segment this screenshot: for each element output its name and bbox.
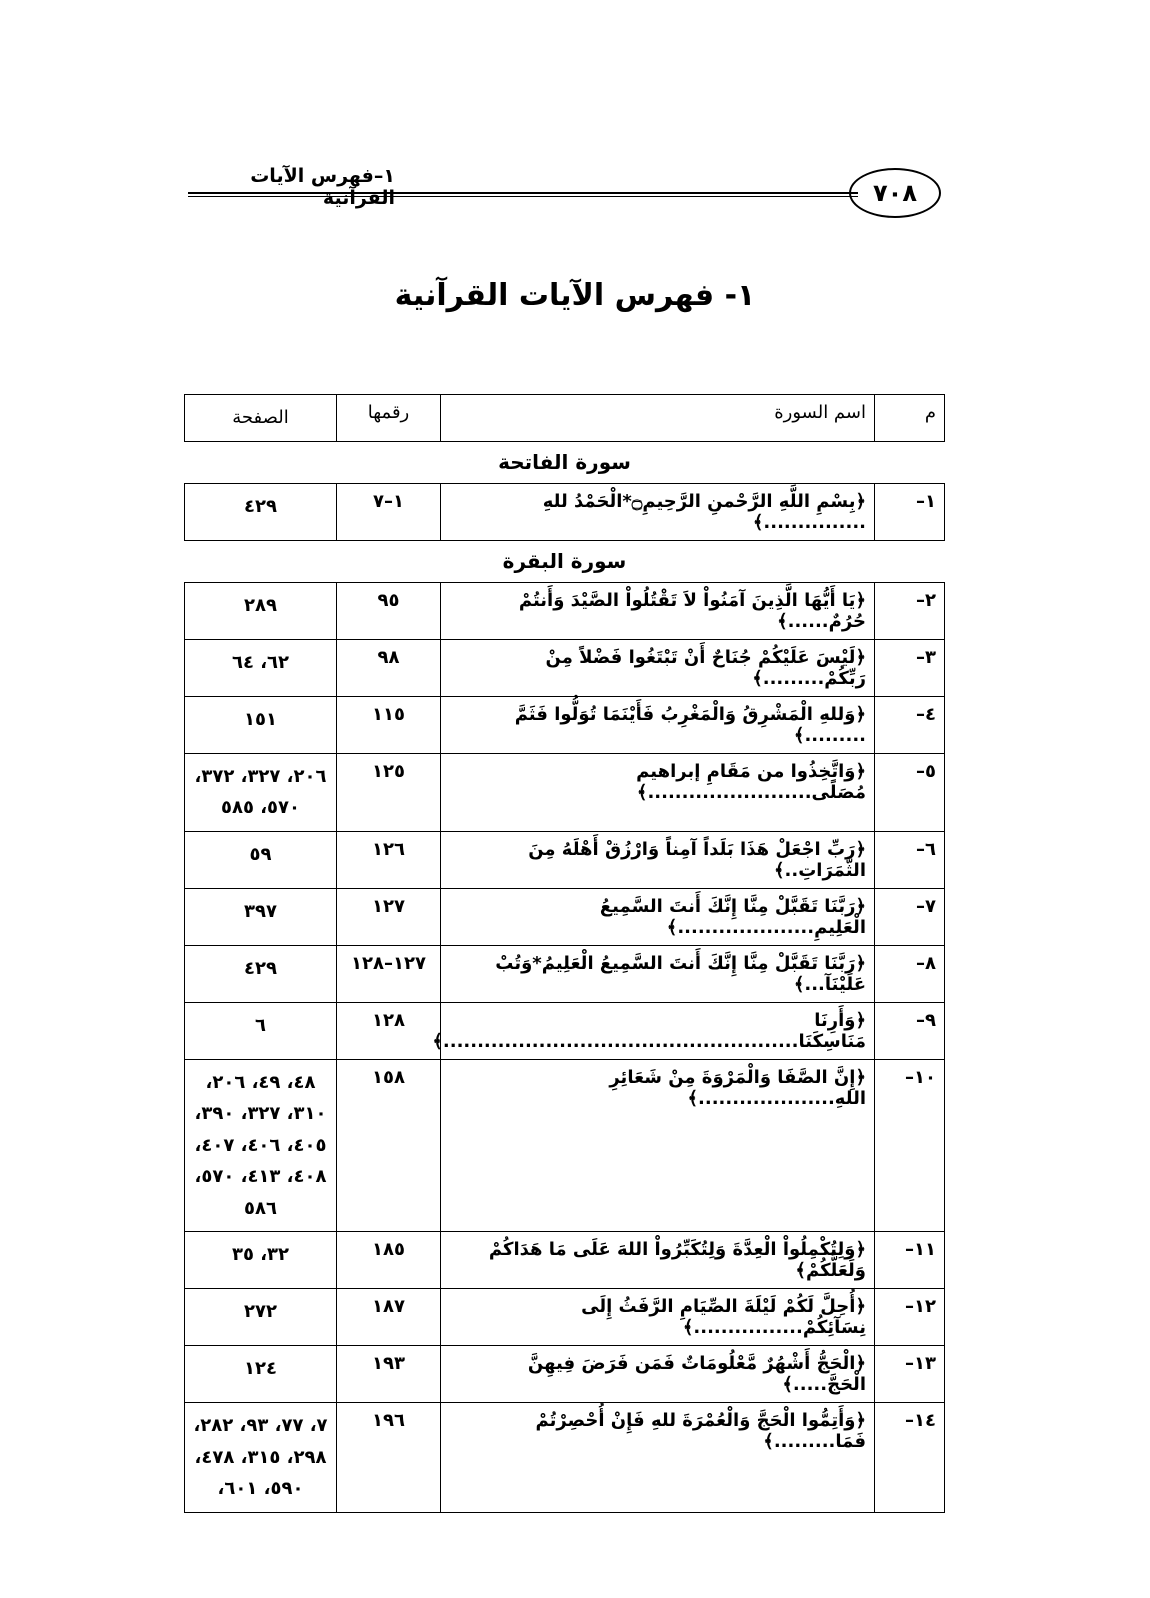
row-number: ٦– — [875, 831, 945, 888]
table-row — [185, 1002, 945, 1059]
verse-text: ﴿وَاتَّخِذُوا من مَقَامِ إبراهيم مُصَلًى........................﴾ — [441, 753, 875, 831]
table-row — [185, 1403, 945, 1513]
table-row — [185, 639, 945, 696]
header-rule-thin — [188, 196, 858, 197]
verse-text: ﴿وَأَتِمُّوا الْحَجَّ وَالْعُمْرَةَ للهِ فَإِنْ أُحْصِرْتُمْ فَمَا.........﴾ — [441, 1403, 875, 1513]
verse-text: ﴿يَا أَيُّهَا الَّذِينَ آمَنُواْ لاَ تَقْتُلُواْ الصَّيْدَ وَأَنتُمْ حُرُمٌ......﴾ — [441, 582, 875, 639]
page-references: ١٢٤ — [185, 1346, 337, 1403]
table-body — [185, 441, 945, 1512]
page-references: ١٥١ — [185, 696, 337, 753]
verse-text: ﴿الْحَجُّ أَشْهُرٌ مَّعْلُومَاتٌ فَمَن فَرَضَ فِيهِنَّ الْحَجَّ.....﴾ — [441, 1346, 875, 1403]
table-row — [185, 582, 945, 639]
page-references: ٢٨٩ — [185, 582, 337, 639]
page-references: ٢٧٢ — [185, 1289, 337, 1346]
table-row — [185, 1232, 945, 1289]
verse-text: ﴿أُحِلَّ لَكُمْ لَيْلَةَ الصِّيَامِ الرَّفَثُ إِلَى نِسَآئِكُمْ................﴾ — [441, 1289, 875, 1346]
column-header-page: الصفحة — [185, 395, 337, 442]
verse-number: ١٢٧–١٢٨ — [337, 945, 441, 1002]
verse-number: ١٢٦ — [337, 831, 441, 888]
verse-text: ﴿وَللهِ الْمَشْرِقُ وَالْمَغْرِبُ فَأَيْنَمَا تُوَلُّوا فَثَمَّ .........﴾ — [441, 696, 875, 753]
verses-index-table — [184, 394, 945, 1513]
verse-number: ١٩٣ — [337, 1346, 441, 1403]
header-rule-thick — [188, 192, 858, 194]
row-number: ١– — [875, 483, 945, 540]
verse-number: ١٨٧ — [337, 1289, 441, 1346]
row-number: ١٢– — [875, 1289, 945, 1346]
verse-number: ١٩٦ — [337, 1403, 441, 1513]
row-number: ٩– — [875, 1002, 945, 1059]
table-row — [185, 483, 945, 540]
surah-heading: سورة الفاتحة — [185, 441, 945, 483]
verse-number: ١١٥ — [337, 696, 441, 753]
verse-text: ﴿لَيْسَ عَلَيْكُمْ جُنَاحٌ أَنْ تَبْتَغُوا فَضْلاً مِنْ رَبِّكُمْ.........﴾ — [441, 639, 875, 696]
verse-text: ﴿إِنَّ الصَّفَا وَالْمَرْوَةَ مِنْ شَعَائِرِ اللهِ....................﴾ — [441, 1059, 875, 1232]
page-references: ٦ — [185, 1002, 337, 1059]
table-row — [185, 831, 945, 888]
verse-number: ١٨٥ — [337, 1232, 441, 1289]
verse-text: ﴿وَأَرِنَا مَنَاسِكَنَا....................................................﴾ — [441, 1002, 875, 1059]
verse-text: ﴿بِسْمِ اللَّهِ الرَّحْمنِ الرَّحِيمِ۝*الْحَمْدُ للهِ ...............﴾ — [441, 483, 875, 540]
verse-text: ﴿رَبَّنَا تَقَبَّلْ مِنَّا إِنَّكَ أَنتَ السَّمِيعُ الْعَلِيمِ....................﴾ — [441, 888, 875, 945]
row-number: ٤– — [875, 696, 945, 753]
page-references: ٤٨، ٤٩، ٢٠٦، ٣١٠، ٣٢٧، ٣٩٠، ٤٠٥، ٤٠٦، ٤٠٧، ٤٠٨، ٤١٣، ٥٧٠، ٥٨٦ — [185, 1059, 337, 1232]
surah-heading: سورة البقرة — [185, 540, 945, 582]
verse-number: ١–٧ — [337, 483, 441, 540]
page-references: ٢٠٦، ٣٢٧، ٣٧٢، ٥٧٠، ٥٨٥ — [185, 753, 337, 831]
row-number: ٨– — [875, 945, 945, 1002]
row-number: ١٤– — [875, 1403, 945, 1513]
verse-text: ﴿رَبَّنَا تَقَبَّلْ مِنَّا إِنَّكَ أَنتَ السَّمِيعُ الْعَلِيمُ*وَتُبْ عَلَيْنَآ...﴾ — [441, 945, 875, 1002]
page-references: ٧، ٧٧، ٩٣، ٢٨٢، ٢٩٨، ٣١٥، ٤٧٨، ٥٩٠، ٦٠١، — [185, 1403, 337, 1513]
table-row — [185, 945, 945, 1002]
page-title: ١- فهرس الآيات القرآنية — [394, 278, 756, 313]
verse-number: ١٢٥ — [337, 753, 441, 831]
verse-text: ﴿وَلِتُكْمِلُواْ الْعِدَّةَ وَلِتُكَبِّرُواْ اللهَ عَلَى مَا هَدَاكُمْ وَلَعَلَّكُمْ﴾ — [441, 1232, 875, 1289]
row-number: ١١– — [875, 1232, 945, 1289]
surah-heading-row — [185, 441, 945, 483]
page-number: ٧٠٨ — [849, 168, 941, 218]
page-references: ٣٢، ٣٥ — [185, 1232, 337, 1289]
page-references: ٤٢٩ — [185, 483, 337, 540]
page-references: ٦٢، ٦٤ — [185, 639, 337, 696]
table-header-row — [185, 395, 945, 442]
row-number: ٣– — [875, 639, 945, 696]
column-header-number: رقمها — [337, 395, 441, 442]
row-number: ١٣– — [875, 1346, 945, 1403]
verse-number: ١٢٧ — [337, 888, 441, 945]
running-title: ١–فهرس الآيات القرآنية — [250, 165, 395, 209]
page-references: ٥٩ — [185, 831, 337, 888]
table-row — [185, 1346, 945, 1403]
table-row — [185, 696, 945, 753]
surah-heading-row — [185, 540, 945, 582]
column-header-no: م — [875, 395, 945, 442]
table-row — [185, 1289, 945, 1346]
row-number: ٢– — [875, 582, 945, 639]
verse-number: ١٥٨ — [337, 1059, 441, 1232]
verse-text: ﴿رَبِّ اجْعَلْ هَذَا بَلَداً آمِناً وَارْزُقْ أَهْلَهُ مِنَ الثَّمَرَاتِ..﴾ — [441, 831, 875, 888]
row-number: ٧– — [875, 888, 945, 945]
table-row — [185, 888, 945, 945]
table-row — [185, 753, 945, 831]
page-references: ٣٩٧ — [185, 888, 337, 945]
row-number: ١٠– — [875, 1059, 945, 1232]
column-header-name: اسم السورة — [441, 395, 875, 442]
verse-number: ٩٥ — [337, 582, 441, 639]
table-row — [185, 1059, 945, 1232]
verse-number: ١٢٨ — [337, 1002, 441, 1059]
verse-number: ٩٨ — [337, 639, 441, 696]
row-number: ٥– — [875, 753, 945, 831]
page-references: ٤٢٩ — [185, 945, 337, 1002]
